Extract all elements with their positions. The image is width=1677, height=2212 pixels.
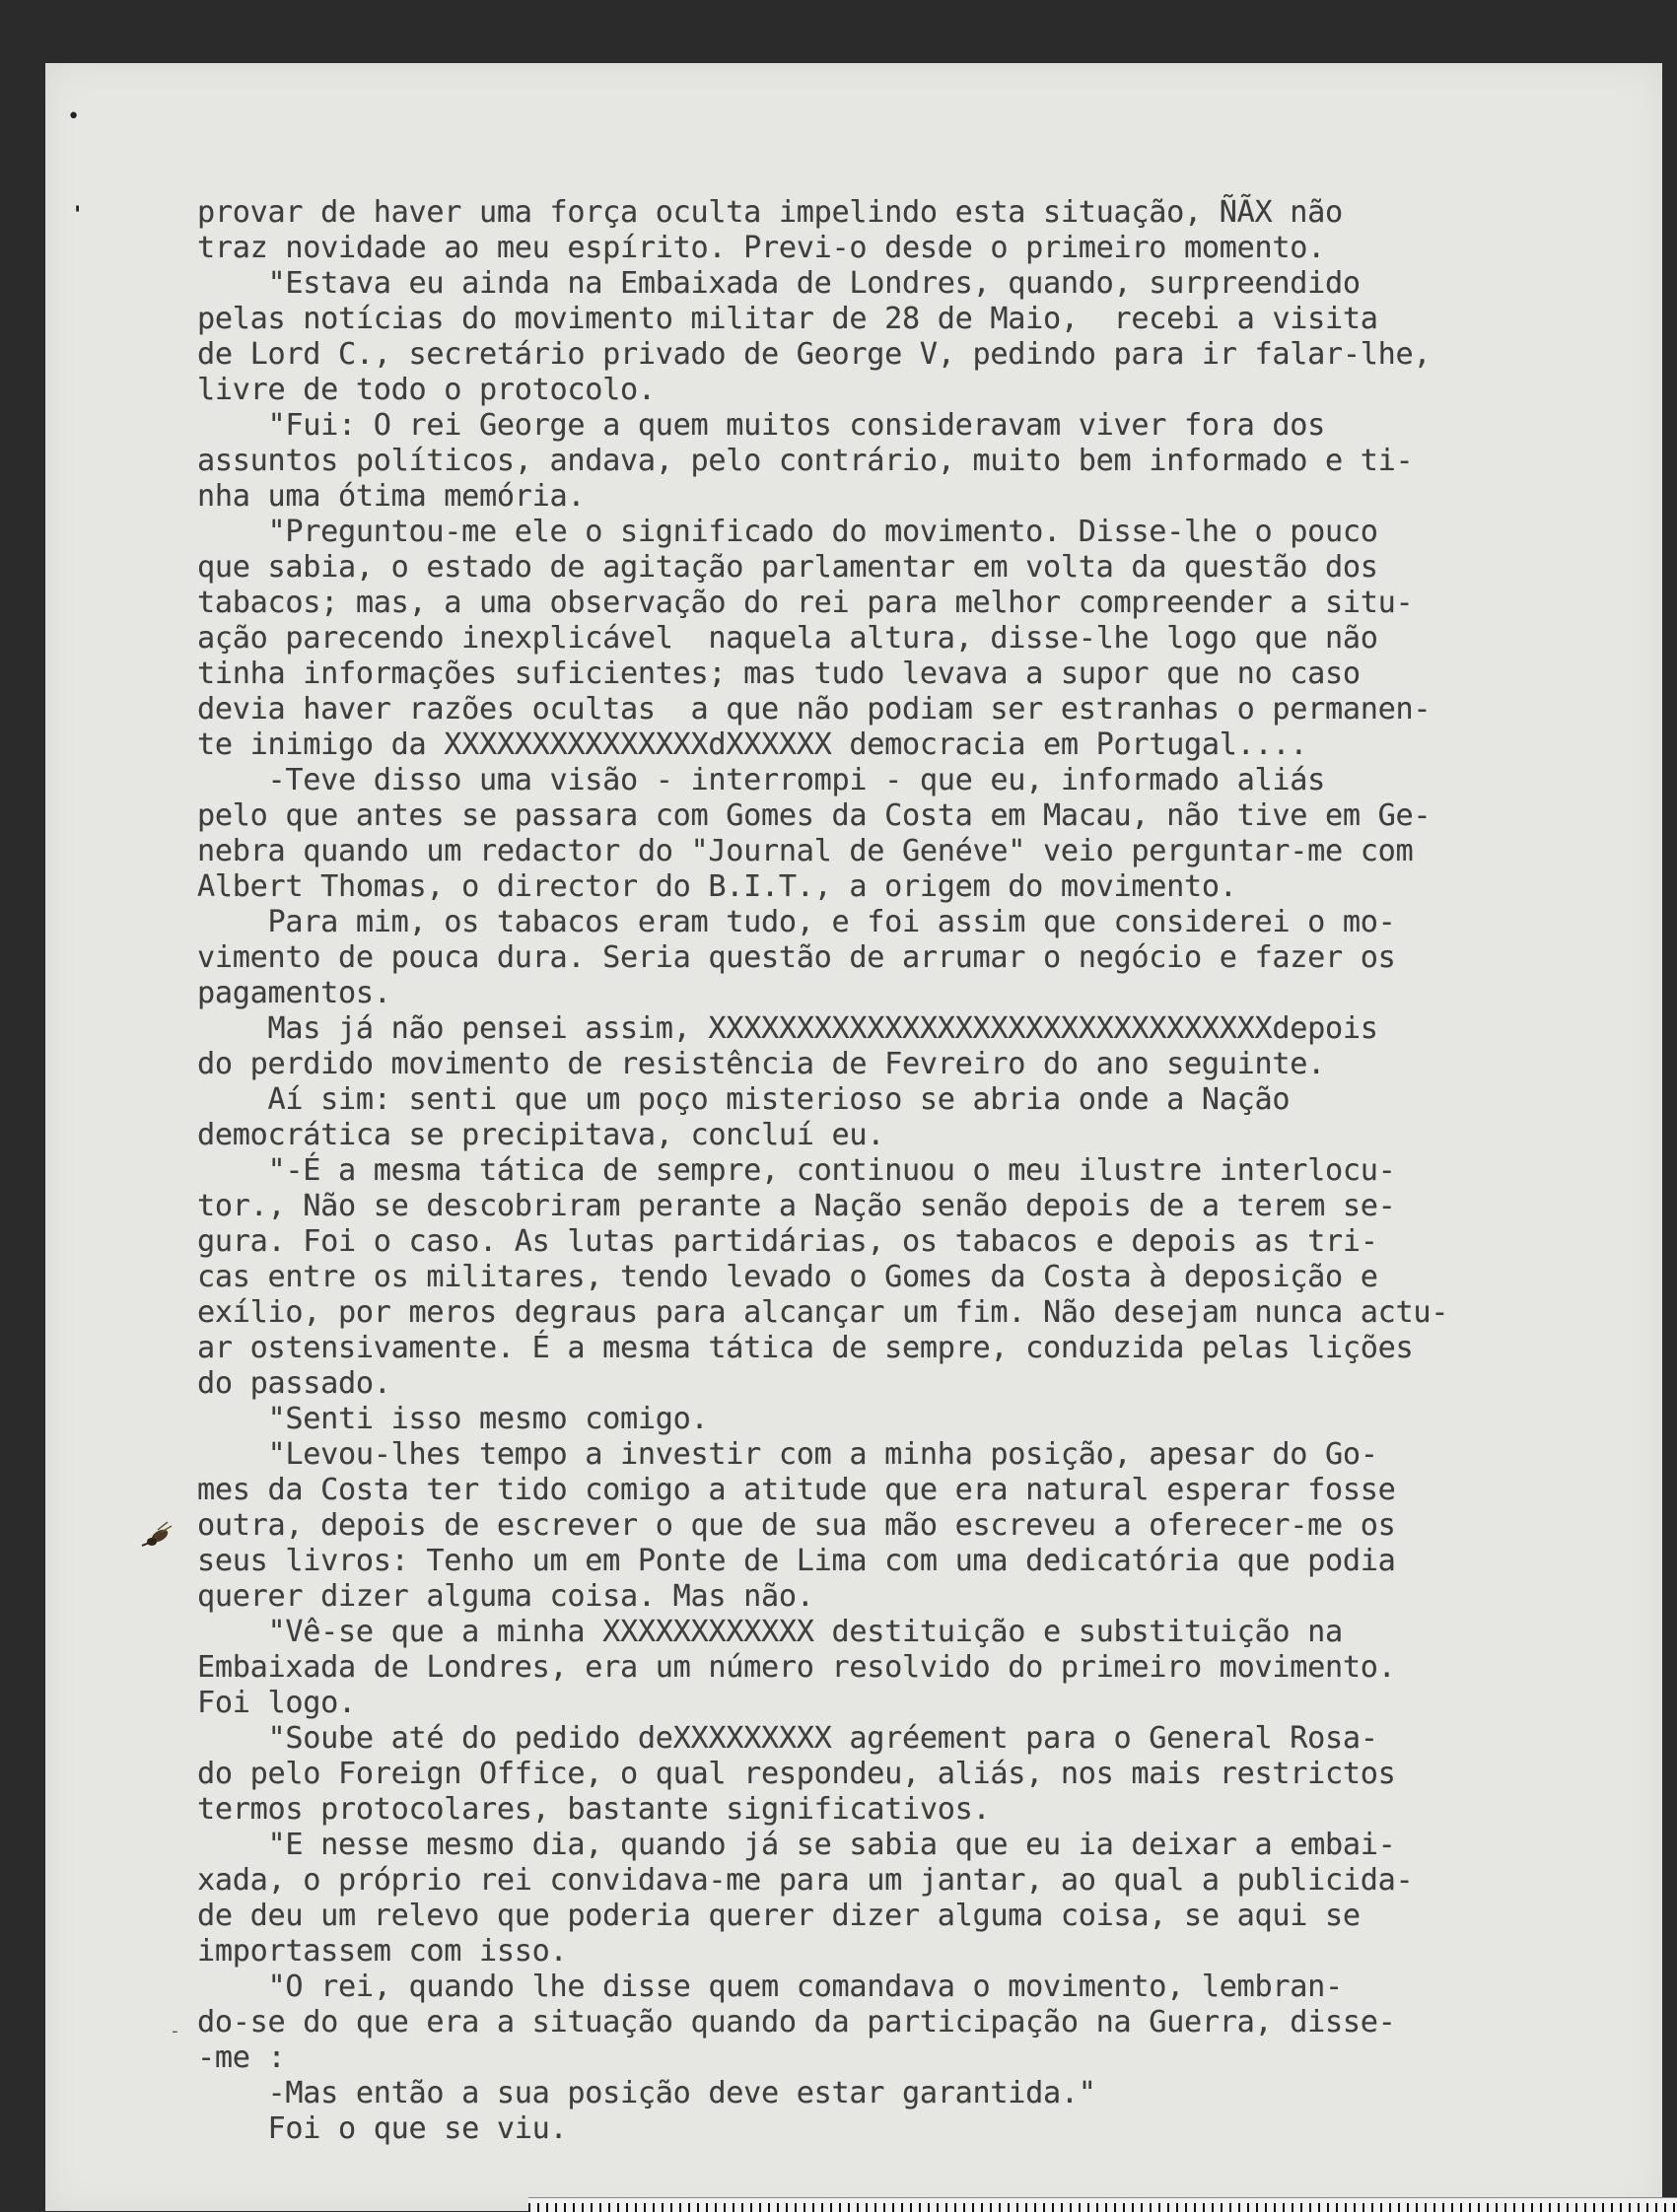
- text-line: pelo que antes se passara com Gomes da Costa em Macau, não tive em Ge-: [197, 798, 1432, 833]
- text-line: "Estava eu ainda na Embaixada de Londres, quando, surpreendido: [197, 266, 1361, 301]
- text-line: provar de haver uma força oculta impelindo esta situação, ÑÃX não: [197, 195, 1343, 230]
- text-line: "Senti isso mesmo comigo.: [197, 1402, 709, 1436]
- text-line: Para mim, os tabacos eram tudo, e foi assim que considerei o mo-: [197, 905, 1396, 939]
- text-line: te inimigo da XXXXXXXXXXXXXXXdXXXXXX democracia em Portugal....: [197, 727, 1308, 762]
- text-line: "O rei, quando lhe disse quem comandava o movimento, lembran-: [197, 1970, 1343, 2004]
- text-line: -me :: [197, 2040, 286, 2075]
- text-line: pagamentos.: [197, 976, 391, 1010]
- text-line: Foi o que se viu.: [197, 2111, 568, 2146]
- insect-icon: [138, 1516, 177, 1555]
- text-line: traz novidade ao meu espírito. Previ-o desde o primeiro momento.: [197, 231, 1325, 265]
- margin-dash: -: [170, 2021, 180, 2041]
- text-line: importassem com isso.: [197, 1934, 568, 1969]
- text-line: democrática se precipitava, concluí eu.: [197, 1118, 885, 1152]
- text-line: mes da Costa ter tido comigo a atitude que era natural esperar fosse: [197, 1473, 1396, 1507]
- text-line: -Teve disso uma visão - interrompi - que eu, informado aliás: [197, 763, 1325, 797]
- text-line: xada, o próprio rei convidava-me para um jantar, ao qual a publicida-: [197, 1863, 1414, 1898]
- text-line: "Vê-se que a minha XXXXXXXXXXXX destituição e substituição na: [197, 1615, 1343, 1649]
- text-line: devia haver razões ocultas a que não podiam ser estranhas o permanen-: [197, 692, 1432, 726]
- text-line: de Lord C., secretário privado de George V, pedindo para ir falar-lhe,: [197, 337, 1432, 372]
- text-line: tor., Não se descobriram perante a Nação senão depois de a terem se-: [197, 1189, 1396, 1223]
- text-line: Foi logo.: [197, 1686, 356, 1720]
- text-line: "Levou-lhes tempo a investir com a minha posição, apesar do Go-: [197, 1437, 1378, 1472]
- text-line: do-se do que era a situação quando da participação na Guerra, disse-: [197, 2005, 1396, 2039]
- text-line: ação parecendo inexplicável naquela altura, disse-lhe logo que não: [197, 621, 1378, 656]
- text-line: do passado.: [197, 1366, 391, 1401]
- text-line: querer dizer alguma coisa. Mas não.: [197, 1579, 814, 1614]
- scale-ruler: [528, 2197, 1677, 2212]
- text-line: outra, depois de escrever o que de sua mão escreveu a oferecer-me os: [197, 1508, 1396, 1543]
- text-line: nebra quando um redactor do "Journal de Genéve" veio perguntar-me com: [197, 834, 1414, 868]
- text-line: tabacos; mas, a uma observação do rei para melhor compreender a situ-: [197, 586, 1414, 620]
- text-line: vimento de pouca dura. Seria questão de arrumar o negócio e fazer os: [197, 940, 1396, 975]
- text-line: do perdido movimento de resistência de Fevreiro do ano seguinte.: [197, 1047, 1325, 1081]
- text-line: "Preguntou-me ele o significado do movimento. Disse-lhe o pouco: [197, 515, 1378, 549]
- text-line: "Soube até do pedido deXXXXXXXXX agréement para o General Rosa-: [197, 1721, 1378, 1756]
- margin-tick: ': [71, 203, 85, 228]
- text-line: nha uma ótima memória.: [197, 479, 586, 514]
- text-line: assuntos políticos, andava, pelo contrário, muito bem informado e ti-: [197, 444, 1414, 478]
- text-line: seus livros: Tenho um em Ponte de Lima com uma dedicatória que podia: [197, 1544, 1396, 1578]
- text-line: Aí sim: senti que um poço misterioso se abria onde a Nação: [197, 1082, 1291, 1117]
- text-line: "Fui: O rei George a quem muitos consideravam viver fora dos: [197, 408, 1325, 443]
- text-line: exílio, por meros degraus para alcançar um fim. Não desejam nunca actu-: [197, 1295, 1449, 1330]
- text-line: Albert Thomas, o director do B.I.T., a origem do movimento.: [197, 869, 1237, 904]
- text-line: gura. Foi o caso. As lutas partidárias, os tabacos e depois as tri-: [197, 1224, 1378, 1259]
- text-line: tinha informações suficientes; mas tudo levava a supor que no caso: [197, 657, 1361, 691]
- text-line: do pelo Foreign Office, o qual respondeu, aliás, nos mais restrictos: [197, 1757, 1396, 1791]
- text-line: ar ostensivamente. É a mesma tática de sempre, conduzida pelas lições: [197, 1331, 1414, 1365]
- text-line: -Mas então a sua posição deve estar garantida.": [197, 2076, 1096, 2110]
- typewritten-body: [197, 195, 1597, 2147]
- text-line: livre de todo o protocolo.: [197, 373, 656, 407]
- text-line: termos protocolares, bastante significativos.: [197, 1792, 991, 1827]
- text-line: Mas já não pensei assim, XXXXXXXXXXXXXXXXXXXXXXXXXXXXXXXXdepois: [197, 1011, 1378, 1046]
- margin-dot: •: [67, 104, 81, 129]
- text-line: Embaixada de Londres, era um número resolvido do primeiro movimento.: [197, 1650, 1396, 1685]
- text-line: de deu um relevo que poderia querer dizer alguma coisa, se aqui se: [197, 1899, 1361, 1933]
- text-line: cas entre os militares, tendo levado o Gomes da Costa à deposição e: [197, 1260, 1378, 1294]
- text-line: pelas notícias do movimento militar de 28 de Maio, recebi a visita: [197, 302, 1378, 336]
- text-line: "E nesse mesmo dia, quando já se sabia que eu ia deixar a embai-: [197, 1828, 1396, 1862]
- text-line: que sabia, o estado de agitação parlamentar em volta da questão dos: [197, 550, 1378, 585]
- text-line: "-É a mesma tática de sempre, continuou o meu ilustre interlocu-: [197, 1153, 1396, 1188]
